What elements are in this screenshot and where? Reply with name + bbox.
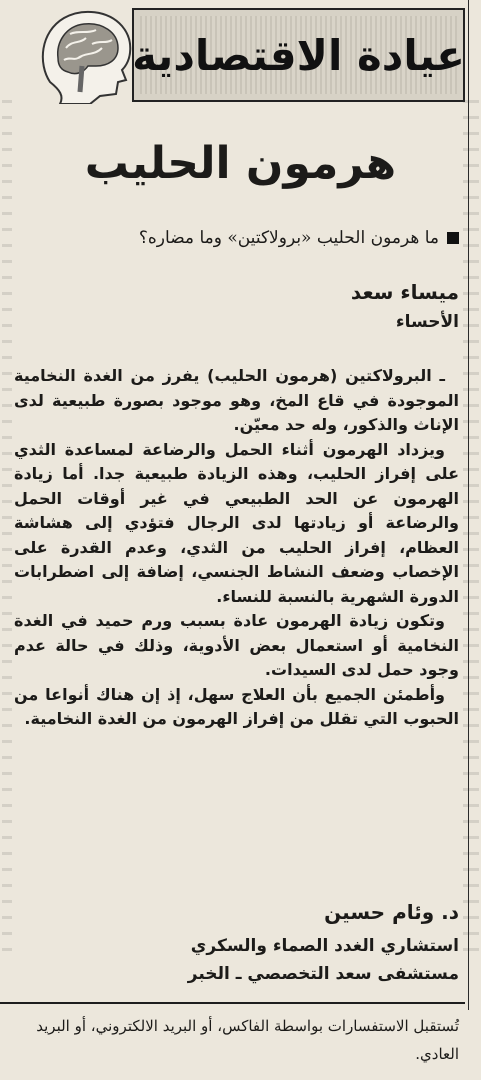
doctor-name: د. وئام حسين <box>324 900 459 924</box>
brain-head-icon <box>30 4 140 104</box>
asker-name: ميساء سعد <box>350 280 459 304</box>
doctor-credentials <box>188 932 459 988</box>
asker-location: الأحساء <box>395 312 459 332</box>
doctor-hospital: مستشفى سعد التخصصي ـ الخبر <box>187 964 459 984</box>
footer-divider <box>0 1002 465 1004</box>
article-headline: هرمون الحليب <box>84 138 397 189</box>
body-paragraph: ويزداد الهرمون أثناء الحمل والرضاعة لمساعدة الثدي على إفراز الحليب، وهذه الزيادة طبيعية جدا. أما زيادة الهرمون عن الحد الطبيعي في غير أوقات الحمل والرضاعة أو زيادتها لدى الرجال فتؤدي إلى هشاشة العظام، إفراز الحليب من الثدي، وعدم القدرة على الإخصاب وضعف النشاط الجنسي، إضافة إلى اضطرابات الدورة الشهرية بالنسبة للنساء. <box>14 439 459 606</box>
column-rule <box>468 0 469 1010</box>
body-paragraph: وأطمئن الجميع بأن العلاج سهل، إذ إن هناك أنواعا من الحبوب التي تقلل من إفراز الهرمون من الغدة النخامية. <box>14 684 459 728</box>
bleed-through-column <box>463 100 479 960</box>
doctor-title: استشاري الغدد الصماء والسكري <box>190 936 459 956</box>
footer-note: تُستقبل الاستفسارات بواسطة الفاكس، أو البريد الالكتروني، أو البريد العادي. <box>36 1017 459 1063</box>
body-paragraph: ـ البرولاكتين (هرمون الحليب) يفرز من الغدة النخامية الموجودة في قاع المخ، وهو موجود بصورة طبيعية لدى الإناث والذكور، وله حد معيّن. <box>14 366 459 434</box>
masthead-banner <box>132 8 465 102</box>
body-paragraph: وتكون زيادة الهرمون عادة بسبب ورم حميد في الغدة النخامية أو استعمال بعض الأدوية، وذلك في حالة عدم وجود حمل لدى السيدات. <box>14 611 459 679</box>
article-body <box>14 364 459 732</box>
question-text: ما هرمون الحليب «برولاكتين» وما مضاره؟ <box>138 228 439 248</box>
bleed-through-column <box>2 100 12 960</box>
masthead-title: عيادة الاقتصادية <box>132 30 465 80</box>
bullet-square-icon <box>447 232 459 244</box>
reader-question <box>30 228 459 248</box>
